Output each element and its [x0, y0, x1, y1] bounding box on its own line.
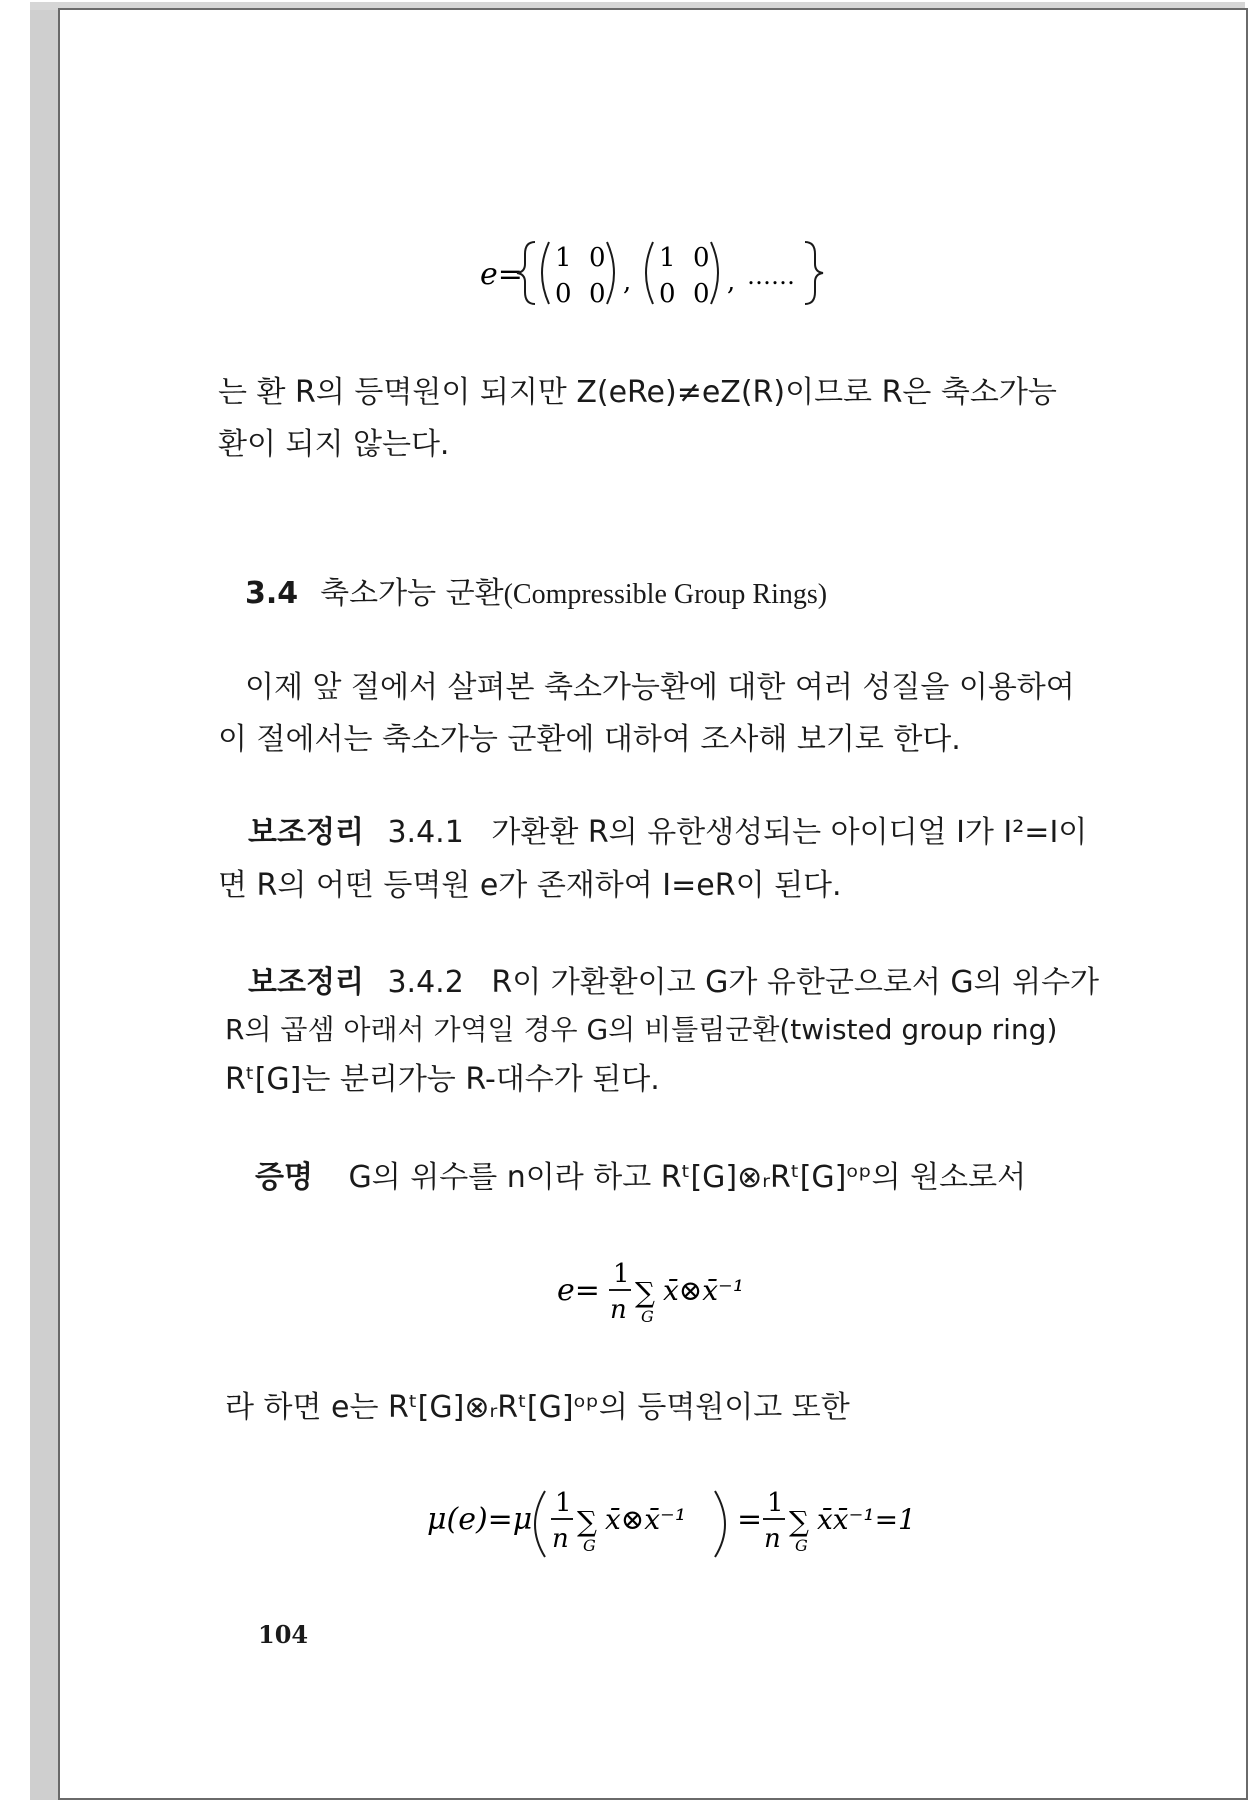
- page-number: 104: [258, 1620, 309, 1649]
- matrix-entry: 0: [693, 279, 710, 309]
- proof-line: 라 하면 e는 Rᵗ[G]⊗ᵣRᵗ[G]ᵒᵖ의 등멱원이고 또한: [225, 1390, 850, 1425]
- fraction-denominator: n: [764, 1524, 781, 1554]
- proof-label: 증명: [255, 1160, 313, 1195]
- section-number: 3.4: [245, 576, 299, 611]
- section-title-en: (Compressible Group Rings): [503, 579, 828, 610]
- matrix-entry: 0: [693, 243, 710, 273]
- section-title-ko: 축소가능 군환: [320, 576, 504, 611]
- formula-text: ,: [727, 267, 736, 297]
- book-spine: [30, 10, 60, 1800]
- formula-text: x̄⊗x̄⁻¹: [605, 1503, 687, 1536]
- formula-text: x̄⊗x̄⁻¹: [663, 1274, 745, 1307]
- matrix-entry: 0: [659, 279, 676, 309]
- lemma-text: R이 가환환이고 G가 유한군으로서 G의 위수가: [491, 965, 1100, 1000]
- lemma-number: 3.4.2: [387, 965, 464, 1000]
- sum-subscript: G: [583, 1536, 596, 1555]
- fraction-denominator: n: [610, 1295, 627, 1325]
- lemma-line: R의 곱셈 아래서 가역일 경우 G의 비틀림군환(twisted group ring): [225, 1013, 1058, 1046]
- sum-symbol: ∑: [577, 1505, 597, 1538]
- ellipsis: ……: [747, 262, 795, 290]
- paragraph-line: 환이 되지 않는다.: [218, 427, 450, 462]
- idempotent-set-formula: [475, 232, 835, 310]
- idempotent-definition-formula: [555, 1258, 775, 1330]
- fraction-numerator: 1: [613, 1259, 630, 1289]
- lemma-label: 보조정리: [248, 965, 364, 1000]
- matrix-entry: 1: [555, 243, 572, 273]
- matrix-entry: 0: [555, 279, 572, 309]
- formula-text: =: [737, 1502, 763, 1537]
- lemma-label: 보조정리: [248, 815, 364, 850]
- matrix-entry: 0: [589, 243, 606, 273]
- fraction-denominator: n: [552, 1524, 569, 1554]
- fraction-numerator: 1: [555, 1488, 572, 1518]
- paragraph-line: 는 환 R의 등멱원이 되지만 Z(eRe)≠eZ(R)이므로 R은 축소가능: [218, 375, 1057, 410]
- matrix-entry: 1: [659, 243, 676, 273]
- lemma-line: Rᵗ[G]는 분리가능 R-대수가 된다.: [225, 1062, 660, 1097]
- lemma-line: [248, 815, 1087, 851]
- lemma-line: 면 R의 어떤 등멱원 e가 존재하여 I=eR이 된다.: [218, 868, 842, 903]
- sum-symbol: ∑: [789, 1505, 809, 1538]
- mu-formula: [425, 1485, 916, 1561]
- formula-text: μ(e)=μ: [427, 1502, 533, 1537]
- lemma-line: [248, 965, 1099, 1001]
- proof-text: G의 위수를 n이라 하고 Rᵗ[G]⊗ᵣRᵗ[G]ᵒᵖ의 원소로서: [348, 1160, 1027, 1195]
- lemma-text: 가환환 R의 유한생성되는 아이디얼 I가 I²=I이: [491, 815, 1088, 850]
- formula-text: e=: [557, 1273, 600, 1308]
- paragraph-line: 이제 앞 절에서 살펴본 축소가능환에 대한 여러 성질을 이용하여: [245, 670, 1075, 705]
- formula-text: x̄x̄⁻¹=1: [817, 1503, 916, 1536]
- section-heading: [245, 568, 827, 612]
- formula-text: ,: [623, 267, 632, 297]
- fraction-numerator: 1: [767, 1488, 784, 1518]
- proof-line: [255, 1160, 1026, 1196]
- paragraph-line: 이 절에서는 축소가능 군환에 대하여 조사해 보기로 한다.: [218, 722, 961, 757]
- sum-subscript: G: [641, 1307, 654, 1326]
- sum-subscript: G: [795, 1536, 808, 1555]
- formula-text: e=: [480, 257, 523, 292]
- matrix-entry: 0: [589, 279, 606, 309]
- sum-symbol: ∑: [635, 1276, 655, 1309]
- lemma-number: 3.4.1: [387, 815, 464, 850]
